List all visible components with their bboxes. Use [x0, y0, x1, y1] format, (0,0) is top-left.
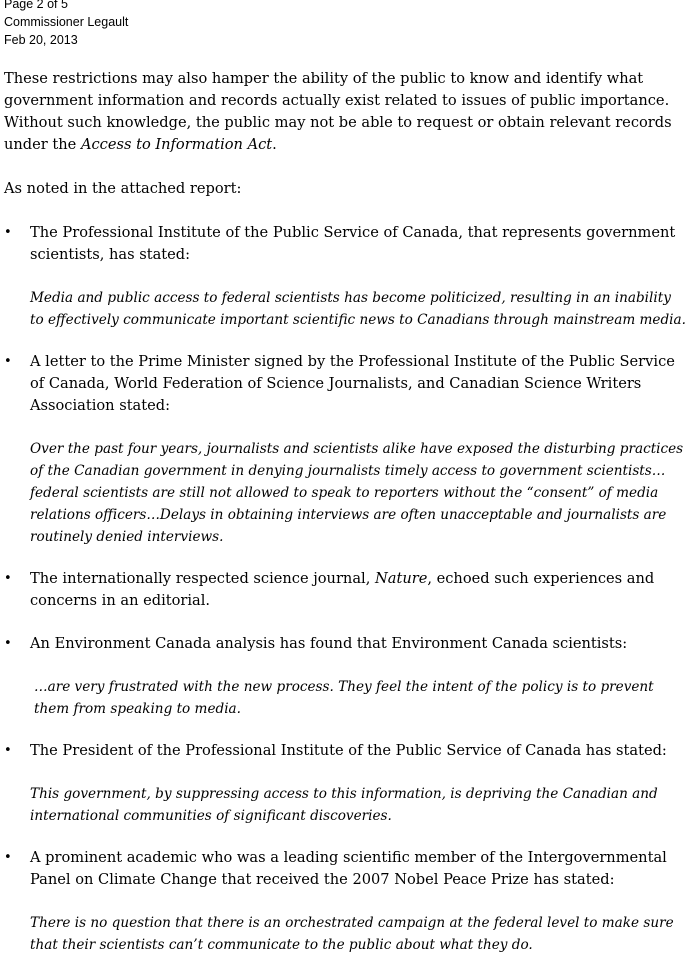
journal-name: Nature — [374, 570, 428, 587]
intro-paragraph — [4, 68, 688, 156]
bullet-item — [4, 222, 688, 266]
bullet-icon: • — [4, 636, 12, 651]
bullet-item — [4, 847, 688, 891]
bullet-icon: • — [4, 354, 12, 369]
block-quote: This government, by suppressing access to this information, is depriving the Canadian and international communities of significant discoveries. — [30, 786, 658, 824]
letter-body — [4, 68, 688, 976]
bullet-item — [4, 740, 688, 762]
bullet-text: A prominent academic who was a leading scientific member of the Intergovernmental Panel on Climate Change that received the 2007 Nobel Peace Prize has stated: — [30, 849, 667, 888]
page-number: Page 2 of 5 — [4, 0, 68, 11]
bullet-text: The Professional Institute of the Public Service of Canada, that represents government scientists, has stated: — [30, 224, 676, 263]
letter-header — [4, 0, 128, 49]
bullet-text: A letter to the Prime Minister signed by the Professional Institute of the Public Service of Canada, World Federation of Science Journalists, and Canadian Science Writers Association stated: — [30, 353, 675, 414]
recipient-name: Commissioner Legault — [4, 15, 129, 29]
block-quote: Over the past four years, journalists and scientists alike have exposed the disturbing practices of the Canadian government in denying journalists timely access to government scientists…federal scientists are still not allowed to speak to reporters without the “consent” of media relations officers…Delays in obtaining interviews are often unacceptable and journalists are routinely denied interviews. — [30, 441, 684, 545]
bullet-item — [4, 633, 688, 655]
lead-in-paragraph: As noted in the attached report: — [4, 180, 242, 197]
bullet-text: The President of the Professional Institute of the Public Service of Canada has stated: — [30, 742, 667, 759]
bullet-item — [4, 351, 688, 417]
act-title: Access to Information Act — [80, 136, 273, 153]
block-quote: There is no question that there is an orchestrated campaign at the federal level to make sure that their scientists can’t communicate to the public about what they do. — [30, 915, 674, 953]
bullet-icon: • — [4, 225, 12, 240]
bullet-text-end: , echoed such experiences and concerns in an editorial. — [30, 570, 655, 609]
intro-text-end: . — [272, 136, 277, 153]
bullet-icon: • — [4, 850, 12, 865]
block-quote: Media and public access to federal scientists has become politicized, resulting in an inability to effectively communicate important scientific news to Canadians through mainstream media. — [30, 290, 686, 328]
bullet-item — [4, 568, 688, 612]
bullet-icon: • — [4, 743, 12, 758]
block-quote: …are very frustrated with the new process. They feel the intent of the policy is to prevent them from speaking to media. — [34, 679, 654, 717]
bullet-text: The internationally respected science journal, — [30, 570, 375, 587]
bullet-icon: • — [4, 571, 12, 586]
letter-date: Feb 20, 2013 — [4, 33, 78, 47]
intro-text: These restrictions may also hamper the ability of the public to know and identify what government information and records actually exist related to issues of public importance. Without such knowledge, the public may not be able to request or obtain relevant records under the — [4, 70, 672, 153]
bullet-text: An Environment Canada analysis has found that Environment Canada scientists: — [30, 635, 628, 652]
